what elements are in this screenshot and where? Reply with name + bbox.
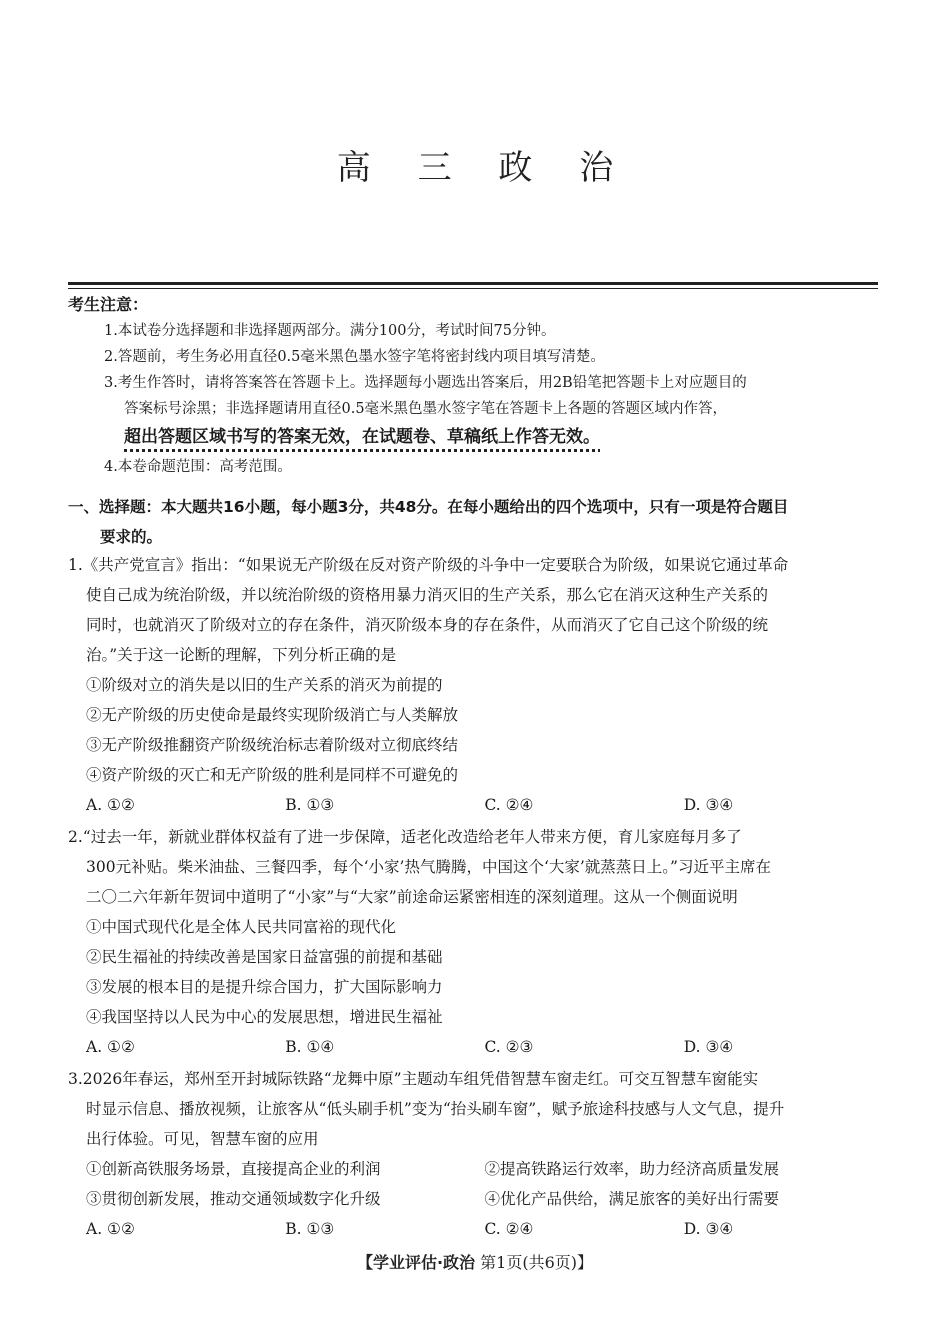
question-1 (68, 550, 883, 820)
option-statement: ④优化产品供给，满足旅客的美好出行需要 (484, 1190, 780, 1208)
question-stem (68, 550, 883, 670)
answer-choice-d: D. ③④ (683, 796, 734, 814)
answer-choice-c: C. ②③ (484, 1038, 534, 1056)
question-3 (68, 1064, 883, 1244)
notice-warning (68, 422, 888, 452)
notice-item-3-continuation: 答案标号涂黑；非选择题请用直径0.5毫米黑色墨水签字笔在答题卡上各题的答题区域内作答， (124, 401, 728, 417)
option-statement: ③贯彻创新发展，推动交通领域数字化升级 (86, 1190, 381, 1208)
notice-item-3 (68, 370, 888, 422)
answer-choices (68, 1032, 883, 1062)
option-statement: ④我国坚持以人民为中心的发展思想，增进民生福祉 (86, 1008, 443, 1026)
stem-line: 时显示信息、播放视频，让旅客从“低头刷手机”变为“抬头刷车窗”，赋予旅途科技感与人文气息，提升 (86, 1100, 785, 1118)
option-row (68, 1154, 883, 1184)
question-stem (68, 1064, 883, 1154)
stem-line: 2.“过去一年，新就业群体权益有了进一步保障，适老化改造给老年人带来方便，育儿家庭每月多了 (68, 828, 742, 846)
question-2 (68, 822, 883, 1062)
option-statement: ①创新高铁服务场景，直接提高企业的利润 (86, 1160, 381, 1178)
option-statement: ④资产阶级的灭亡和无产阶级的胜利是同样不可避免的 (86, 766, 459, 784)
stem-line: 3.2026年春运，郑州至开封城际铁路“龙舞中原”主题动车组凭借智慧车窗走红。可交互智慧车窗能实 (68, 1070, 759, 1088)
option-statement: ②提高铁路运行效率，助力经济高质量发展 (484, 1160, 780, 1178)
stem-line: 二〇二六年新年贺词中道明了“小家”与“大家”前途命运紧密相连的深刻道理。这从一个侧面说明 (86, 888, 738, 906)
footer-page-number: 第1页(共6页)】 (480, 1253, 594, 1272)
section-line-2: 要求的。 (100, 528, 163, 546)
answer-choice-a: A. ①② (86, 796, 135, 814)
option-statement: ①阶级对立的消失是以旧的生产关系的消灭为前提的 (86, 676, 443, 694)
section-heading (68, 492, 883, 552)
stem-line: 治。”关于这一论断的理解，下列分析正确的是 (86, 646, 397, 664)
footer-label: 【学业评估·政治 (356, 1253, 476, 1272)
option-statement: ②无产阶级的历史使命是最终实现阶级消亡与人类解放 (86, 706, 459, 724)
notice-item-1: 1.本试卷分选择题和非选择题两部分。满分100分，考试时间75分钟。 (104, 323, 556, 339)
answer-choice-b: B. ①③ (285, 1220, 335, 1238)
stem-line: 1.《共产党宣言》指出：“如果说无产阶级在反对资产阶级的斗争中一定要联合为阶级，如果说它通过革命 (68, 556, 789, 574)
answer-choice-b: B. ①③ (285, 796, 335, 814)
option-statement: ③无产阶级推翻资产阶级统治标志着阶级对立彻底终结 (86, 736, 459, 754)
notice-item-4: 4.本卷命题范围：高考范围。 (104, 459, 292, 475)
answer-choice-d: D. ③④ (683, 1038, 734, 1056)
answer-choice-b: B. ①④ (285, 1038, 335, 1056)
page-title: 高 三 政 治 (336, 148, 632, 188)
stem-line: 出行体验。可见，智慧车窗的应用 (86, 1130, 319, 1148)
option-row (68, 1184, 883, 1214)
notice-item-2: 2.答题前，考生务必用直径0.5毫米黑色墨水签字笔将密封线内项目填写清楚。 (104, 349, 605, 365)
option-statement: ①中国式现代化是全体人民共同富裕的现代化 (86, 918, 397, 936)
stem-line: 使自己成为统治阶级，并以统治阶级的资格用暴力消灭旧的生产关系，那么它在消灭这种生产关系的 (86, 586, 769, 604)
notice-heading: 考生注意： (68, 295, 149, 314)
header-rule-thick (68, 282, 878, 285)
stem-line: 300元补贴。柴米油盐、三餐四季，每个‘小家’热气腾腾，中国这个‘大家’就蒸蒸日上。”习近平主席在 (86, 858, 771, 876)
answer-choices (68, 1214, 883, 1244)
answer-choice-c: C. ②④ (484, 1220, 534, 1238)
option-statement: ③发展的根本目的是提升综合国力，扩大国际影响力 (86, 978, 443, 996)
answer-choices (68, 790, 883, 820)
section-line-1: 一、选择题：本大题共16小题，每小题3分，共48分。在每小题给出的四个选项中，只有一项是符合题目 (68, 498, 789, 516)
option-statement: ②民生福祉的持续改善是国家日益富强的前提和基础 (86, 948, 443, 966)
candidate-notice (68, 292, 888, 480)
question-stem (68, 822, 883, 912)
stem-line: 同时，也就消灭了阶级对立的存在条件，消灭阶级本身的存在条件，从而消灭了它自己这个阶级的统 (86, 616, 769, 634)
answer-choice-c: C. ②④ (484, 796, 534, 814)
answer-choice-a: A. ①② (86, 1220, 135, 1238)
page-footer (0, 1250, 950, 1273)
header-rule-thin (68, 288, 878, 289)
notice-item-3-text: 3.考生作答时，请将答案答在答题卡上。选择题每小题选出答案后，用2B铅笔把答题卡上对应题目的 (104, 375, 747, 391)
notice-warning-text: 超出答题区域书写的答案无效，在试题卷、草稿纸上作答无效。 (124, 427, 600, 447)
answer-choice-d: D. ③④ (683, 1220, 734, 1238)
answer-choice-a: A. ①② (86, 1038, 135, 1056)
